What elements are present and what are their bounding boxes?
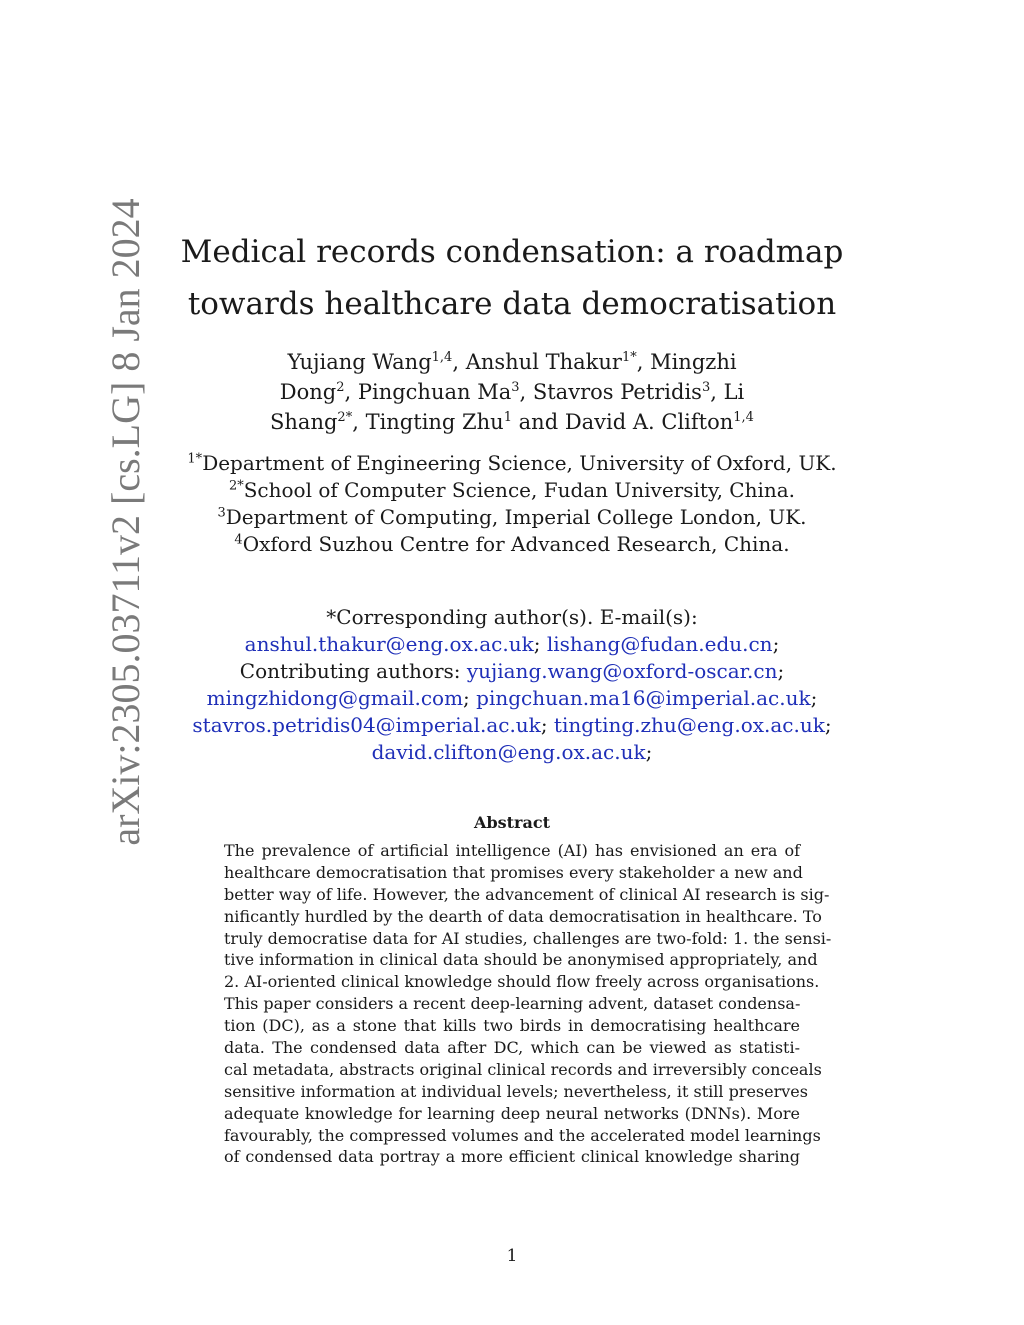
affiliation-mark: 3 [217, 505, 226, 521]
paper-title [150, 226, 874, 330]
email-separator: ; [645, 740, 653, 764]
author-line-2 [230, 377, 794, 407]
abstract-line: of condensed data portray a more efficient clinical knowledge sharing [224, 1147, 800, 1167]
affiliation-mark: 1* [187, 451, 203, 467]
author-separator: , [352, 410, 366, 434]
abstract-line: healthcare democratisation that promises every stakeholder a new and [224, 862, 803, 882]
email-link[interactable]: david.clifton@eng.ox.ac.uk [371, 740, 646, 764]
title-line-2: towards healthcare data democratisation [187, 286, 837, 322]
author-affiliation-mark: 1* [621, 350, 637, 365]
abstract-line: nificantly hurdled by the dearth of data democratisation in healthcare. To [224, 906, 822, 926]
correspondence-line-3 [150, 685, 874, 712]
abstract-line: adequate knowledge for learning deep neural networks (DNNs). More [224, 1103, 800, 1123]
title-line-1: Medical records condensation: a roadmap [180, 234, 844, 270]
abstract-line: 2. AI-oriented clinical knowledge should flow freely across organisations. [224, 972, 820, 992]
author-line-3 [230, 407, 794, 437]
author-name: Yujiang Wang [287, 350, 432, 374]
author-affiliation-mark: 1 [503, 410, 512, 425]
author-separator: , Mingzhi [636, 350, 737, 374]
email-link[interactable]: pingchuan.ma16@imperial.ac.uk [476, 686, 811, 710]
email-separator: ; [533, 632, 541, 656]
affiliation-mark: 2* [228, 478, 244, 494]
email-separator: ; [824, 713, 832, 737]
author-name: Shang [270, 410, 338, 434]
author-affiliation-mark: 2 [336, 380, 345, 395]
email-link[interactable]: mingzhidong@gmail.com [206, 686, 464, 710]
affiliation-1 [150, 450, 874, 477]
author-affiliation-mark: 3 [511, 380, 520, 395]
author-name: Tingting Zhu [365, 410, 504, 434]
correspondence-block [150, 604, 874, 766]
author-separator: and [511, 410, 565, 434]
author-affiliation-mark: 1,4 [733, 410, 754, 425]
affiliation-text: Department of Engineering Science, University of Oxford, UK. [202, 451, 837, 475]
author-name: Stavros Petridis [532, 380, 702, 404]
correspondence-line-1 [150, 631, 874, 658]
author-separator: , Li [710, 380, 745, 404]
abstract-line: tion (DC), as a stone that kills two birds in democratising healthcare [224, 1016, 800, 1036]
email-link[interactable]: tingting.zhu@eng.ox.ac.uk [553, 713, 825, 737]
affiliation-4 [150, 531, 874, 558]
author-affiliation-mark: 2* [337, 410, 353, 425]
email-separator: ; [463, 686, 470, 710]
abstract-line: The prevalence of artificial intelligence (AI) has envisioned an era of [224, 841, 800, 860]
affiliation-3 [150, 504, 874, 531]
abstract-line: This paper considers a recent deep-learning advent, dataset condensa- [224, 994, 801, 1014]
abstract-line: data. The condensed data after DC, which can be viewed as statisti- [224, 1038, 800, 1058]
email-link[interactable]: stavros.petridis04@imperial.ac.uk [192, 713, 541, 737]
email-separator: ; [777, 659, 785, 683]
email-separator: ; [772, 632, 780, 656]
contributing-authors-label: Contributing authors: [239, 659, 461, 683]
author-line-1 [230, 347, 794, 377]
abstract-line: tive information in clinical data should be anonymised appropriately, and [224, 950, 818, 970]
affiliation-mark: 4 [234, 532, 243, 548]
author-separator: , [452, 350, 466, 374]
author-separator: , [344, 380, 358, 404]
abstract-line: truly democratise data for AI studies, challenges are two-fold: 1. the sensi- [224, 928, 832, 948]
author-name: Pingchuan Ma [357, 380, 512, 404]
affiliation-2 [150, 477, 874, 504]
abstract-line: better way of life. However, the advancement of clinical AI research is sig- [224, 884, 830, 904]
abstract-line: sensitive information at individual levels; nevertheless, it still preserves [224, 1081, 808, 1101]
affiliation-text: Department of Computing, Imperial College London, UK. [225, 505, 807, 529]
author-name: Anshul Thakur [465, 350, 622, 374]
author-name: David A. Clifton [564, 410, 734, 434]
correspondence-line-5 [150, 739, 874, 766]
author-separator: , [519, 380, 533, 404]
affiliation-list [150, 450, 874, 558]
email-link[interactable]: anshul.thakur@eng.ox.ac.uk [244, 632, 534, 656]
affiliation-text: School of Computer Science, Fudan University, China. [243, 478, 796, 502]
correspondence-line-2 [150, 658, 874, 685]
abstract-line: cal metadata, abstracts original clinical records and irreversibly conceals [224, 1059, 822, 1079]
abstract-heading: Abstract [474, 813, 550, 832]
email-link[interactable]: lishang@fudan.edu.cn [546, 632, 773, 656]
author-name: Dong [279, 380, 337, 404]
correspondence-heading: *Corresponding author(s). E-mail(s): [326, 605, 698, 629]
email-separator: ; [810, 686, 818, 710]
author-list [230, 347, 794, 437]
arxiv-identifier-stamp: arXiv:2305.03711v2 [cs.LG] 8 Jan 2024 [103, 198, 148, 846]
abstract-body [224, 840, 832, 1168]
email-link[interactable]: yujiang.wang@oxford-oscar.cn [466, 659, 778, 683]
page-number: 1 [506, 1246, 518, 1266]
correspondence-line-4 [150, 712, 874, 739]
affiliation-text: Oxford Suzhou Centre for Advanced Research, China. [242, 532, 790, 556]
abstract-line: favourably, the compressed volumes and the accelerated model learnings [224, 1125, 821, 1145]
author-affiliation-mark: 3 [701, 380, 711, 395]
author-affiliation-mark: 1,4 [431, 350, 453, 365]
email-separator: ; [540, 713, 548, 737]
